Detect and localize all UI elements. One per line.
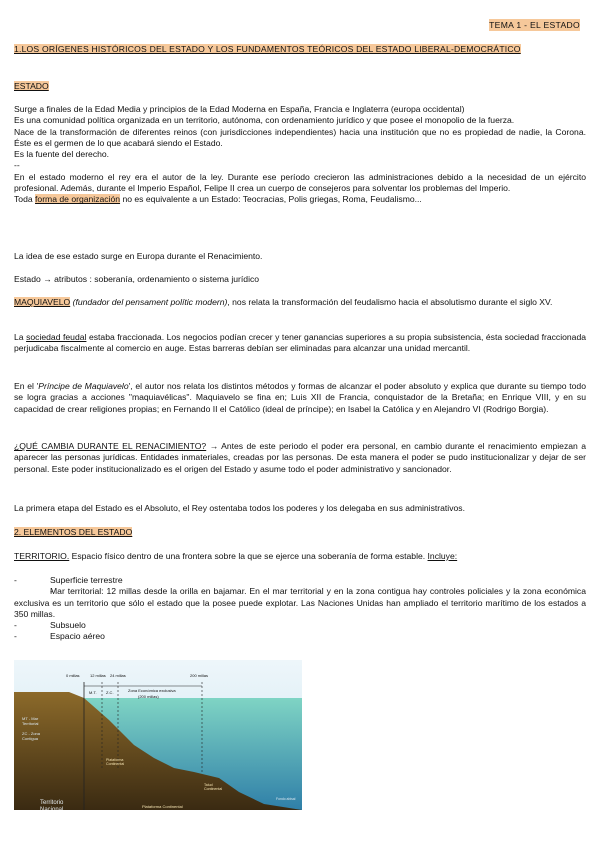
list-item: - Subsuelo	[14, 620, 586, 631]
fondo-label: Fondo abisal	[276, 797, 296, 801]
estado-heading: ESTADO	[14, 81, 49, 91]
atributos-line: Estado → atributos : soberanía, ordenamiento o sistema jurídico	[14, 274, 260, 284]
legend-mt-2: Territorial	[22, 721, 39, 726]
label-0: 0 millas	[66, 673, 80, 678]
renacimiento-question: ¿QUÉ CAMBIA DURANTE EL RENACIMIENTO?	[14, 441, 207, 451]
principe-paragraph: En el 'Príncipe de Maquiavelo', el autor nos relata los distintos métodos y formas de alcanzar el poder absoluto y explica que durante su tiempo todo se logra gracias a acciones "maquiavélicas". Maquiavelo se fina en; Luis XII de Francia, conquistador de la Bretaña; en Enrique VIII, y en su capacidad de crear religiones propias; en Fernando II el Católico (ideal de príncipe); en Isabel la Católica y en Alejandro VI (Rodrigo Borgia).	[14, 381, 586, 414]
idea-line: La idea de ese estado surge en Europa durante el Renacimiento.	[14, 251, 263, 261]
plataforma-label-1: Plataforma	[106, 758, 124, 762]
talud-label-2: Continental	[204, 787, 223, 791]
legend-zc-2: Contigua	[22, 736, 39, 741]
territorio-list	[14, 575, 586, 643]
absoluto-paragraph: La primera etapa del Estado es el Absoluto, el Rey ostentaba todos los poderes y los delegaba en sus administrativos.	[14, 503, 465, 513]
estado-line: --	[14, 160, 20, 171]
maritime-zones-diagram	[14, 660, 302, 810]
label-zee: Zona Económica exclusiva	[128, 688, 176, 693]
label-zc: Z.C.	[106, 690, 114, 695]
estado-block	[14, 104, 586, 206]
talud-label-1: Talud	[204, 783, 213, 787]
renacimiento-paragraph: ¿QUÉ CAMBIA DURANTE EL RENACIMIENTO? → Antes de este periodo el poder era personal, en cambio durante el renacimiento empiezan a aparecer las personas jurídicas. Entidades inmateriales, creadas por las personas. De esta manera el poder se pudo institucionalizar y dejar de ser personal. Este poder institucionalizado es el origen del Estado y asume todo el poder administrativo y sancionador.	[14, 441, 586, 474]
section1-title: 1.LOS ORÍGENES HISTÓRICOS DEL ESTADO Y LOS FUNDAMENTOS TEÓRICOS DEL ESTADO LIBERAL-DEMOCRÁTICO	[14, 44, 521, 54]
forma-organizacion: Toda forma de organización no es equivalente a un Estado: Teocracias, Polis griegas, Roma, Feudalismo...	[14, 194, 422, 205]
section2-title: 2. ELEMENTOS DEL ESTADO	[14, 527, 133, 537]
legend-mt-1: MT - Mar	[22, 716, 39, 721]
topic-tag: TEMA 1 - EL ESTADO	[489, 20, 580, 30]
label-zee-miles: (200 millas)	[138, 694, 159, 699]
estado-line: Es una comunidad política organizada en un territorio, autónoma, con ordenamiento jurídico y que posee el monopolio de la fuerza.	[14, 115, 515, 126]
list-item: - Superficie terrestre	[14, 575, 586, 586]
territorio-label-1: Territorio	[40, 800, 64, 806]
feudal-paragraph: La sociedad feudal estaba fraccionada. Los negocios podían crecer y tener ganancias superiores a su propia subsistencia, ésta sociedad fraccionada perjudicaba fiscalmente al comercio en auge. Estas barreras debían ser eliminadas para alcanzar una unidad mercantil.	[14, 332, 587, 354]
label-200: 200 millas	[190, 673, 209, 678]
list-item: - Espacio aéreo	[14, 631, 586, 642]
maquiavelo-paragraph: MAQUIAVELO (fundador del pensament polític modern), nos relata la transformación del feudalismo hacia el absolutismo durante el siglo XV.	[14, 297, 553, 307]
plataforma-label-2: Continental	[106, 762, 125, 766]
label-mt: M.T.	[89, 690, 97, 695]
label-24: 24 millas	[110, 673, 126, 678]
plataforma-continental-label: Plataforma Continental	[142, 804, 183, 809]
list-item: - Mar territorial: 12 millas desde la orilla en bajamar. En el mar territorial y en la zona contigua hay controles policiales y la zona económica exclusiva es un territorio que sólo el estado que la posee puede explotar. Las Naciones Unidas han ampliado el territorio marítimo de los estados a 350 millas.	[14, 586, 586, 620]
label-12: 12 millas	[90, 673, 106, 678]
estado-line: En el estado moderno el rey era el autor de la ley. Durante ese período crecieron las administraciones debido a la necesidad de un ejército profesional. Además, durante el Imperio Español, Felipe II crea un cuerpo de consejeros para solventar los problemas del Imperio.	[14, 171, 586, 194]
territorio-paragraph: TERRITORIO. Espacio físico dentro de una frontera sobre la que se ejerce una soberanía de forma estable. Incluye:	[14, 551, 458, 561]
territorio-label-2: Nacional	[40, 807, 64, 810]
estado-line: Nace de la transformación de diferentes reinos (con jurisdicciones independientes) hacia una institución que no es propiedad de nadie, la Corona. Éste es el germen de lo que acabará siendo el Estado.	[14, 126, 586, 148]
estado-line: Es la fuente del derecho.	[14, 149, 110, 160]
legend-zc-1: ZC - Zona	[22, 731, 41, 736]
header-bar	[14, 19, 586, 31]
maritime-zones-figure	[14, 660, 302, 810]
maquiavelo-name: MAQUIAVELO	[14, 297, 71, 307]
estado-line: Surge a finales de la Edad Media y principios de la Edad Moderna en España, Francia e Inglaterra (europa occidental)	[14, 104, 465, 114]
